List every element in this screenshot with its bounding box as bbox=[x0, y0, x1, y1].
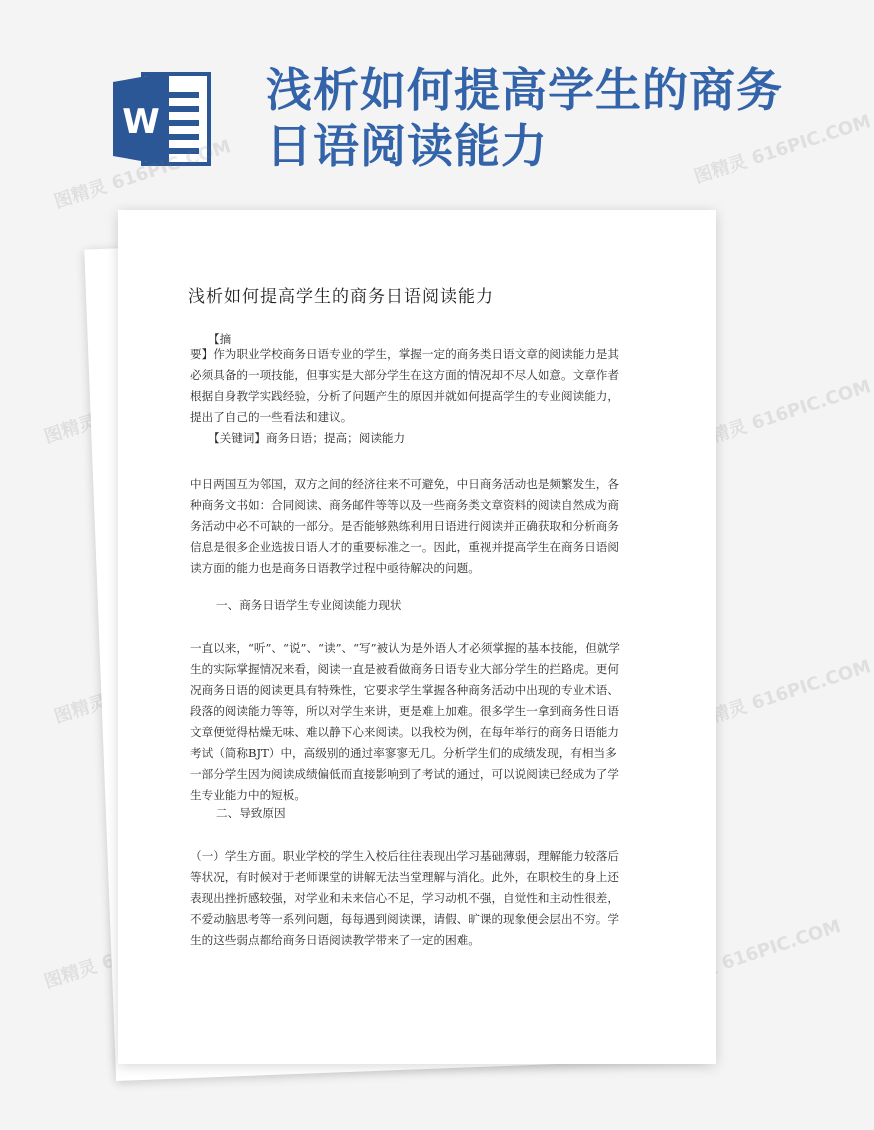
watermark: 图精灵 616PIC.COM bbox=[691, 110, 874, 188]
document-title: 浅析如何提高学生的商务日语阅读能力 bbox=[188, 287, 494, 307]
watermark: 图精灵 616PIC.COM bbox=[691, 375, 874, 453]
banner-title: 浅析如何提高学生的商务日语阅读能力 bbox=[266, 63, 783, 173]
watermark: 图精灵 bbox=[41, 956, 100, 993]
watermark: 图精灵 616PIC.COM bbox=[661, 915, 844, 993]
abstract-text: 要】作为职业学校商务日语专业的学生，掌握一定的商务类日语文章的阅读能力是其必须具备的一项技能，但事实是大部分学生在这方面的情况却不尽人如意。文章作者根据自身教学实践经验，分析了问题产生的原因并就如何提高学生的专业阅读能力，提出了自己的一些看法和建议。 bbox=[190, 347, 619, 424]
abstract-label: 【摘 bbox=[208, 332, 232, 346]
watermark: 图精灵 bbox=[41, 411, 100, 448]
section1-heading: 一、商务日语学生专业阅读能力现状 bbox=[216, 598, 402, 612]
watermark: 图精灵 616PIC.COM bbox=[51, 135, 234, 213]
watermark: 图精灵 bbox=[51, 691, 110, 728]
section2-paragraph: （一）学生方面。职业学校的学生入校后往往表现出学习基础薄弱，理解能力较落后等状况，有时候对于老师课堂的讲解无法当堂理解与消化。此外，在职校生的身上还表现出挫折感较强，对学业和未来信心不足，学习动机不强，自觉性和主动性很差，不爱动脑思考等一系列问题，每每遇到阅读课，请假、旷课的现象便会层出不穷。学生的这些弱点都给商务日语阅读教学带来了一定的困难。 bbox=[190, 849, 619, 947]
intro-paragraph: 中日两国互为邻国，双方之间的经济往来不可避免，中日商务活动也是频繁发生，各种商务文书如：合同阅读、商务邮件等等以及一些商务类文章资料的阅读自然成为商务活动中必不可缺的一部分。是否能够熟练利用日语进行阅读并正确获取和分析商务信息是很多企业选拔日语人才的重要标准之一。因此，重视并提高学生在商务日语阅读方面的能力也是商务日语教学过程中亟待解决的问题。 bbox=[190, 477, 619, 575]
watermark: 图精灵 616PIC.COM bbox=[691, 655, 874, 733]
keywords: 【关键词】商务日语；提高；阅读能力 bbox=[208, 431, 406, 445]
word-document-icon bbox=[113, 70, 213, 168]
document-page bbox=[118, 210, 716, 1064]
section1-paragraph: 一直以来，“听”、“说”、“读”、“写”被认为是外语人才必须掌握的基本技能，但就学生的实际掌握情况来看，阅读一直是被看做商务日语专业大部分学生的拦路虎。更何况商务日语的阅读更具有特殊性，它要求学生掌握各种商务活动中出现的专业术语、段落的阅读能力等等，所以对学生来讲，更是难上加难。很多学生一拿到商务性日语文章便觉得枯燥无味、难以静下心来阅读。以我校为例，在每年举行的商务日语能力考试（简称BJT）中，高级别的通过率寥寥无几。分析学生们的成绩发现，有相当多一部分学生因为阅读成绩偏低而直接影响到了考试的通过，可以说阅读已经成为了学生专业能力中的短板。 bbox=[190, 641, 621, 802]
section2-heading: 二、导致原因 bbox=[216, 806, 286, 820]
word-icon-letter: W bbox=[122, 102, 160, 142]
